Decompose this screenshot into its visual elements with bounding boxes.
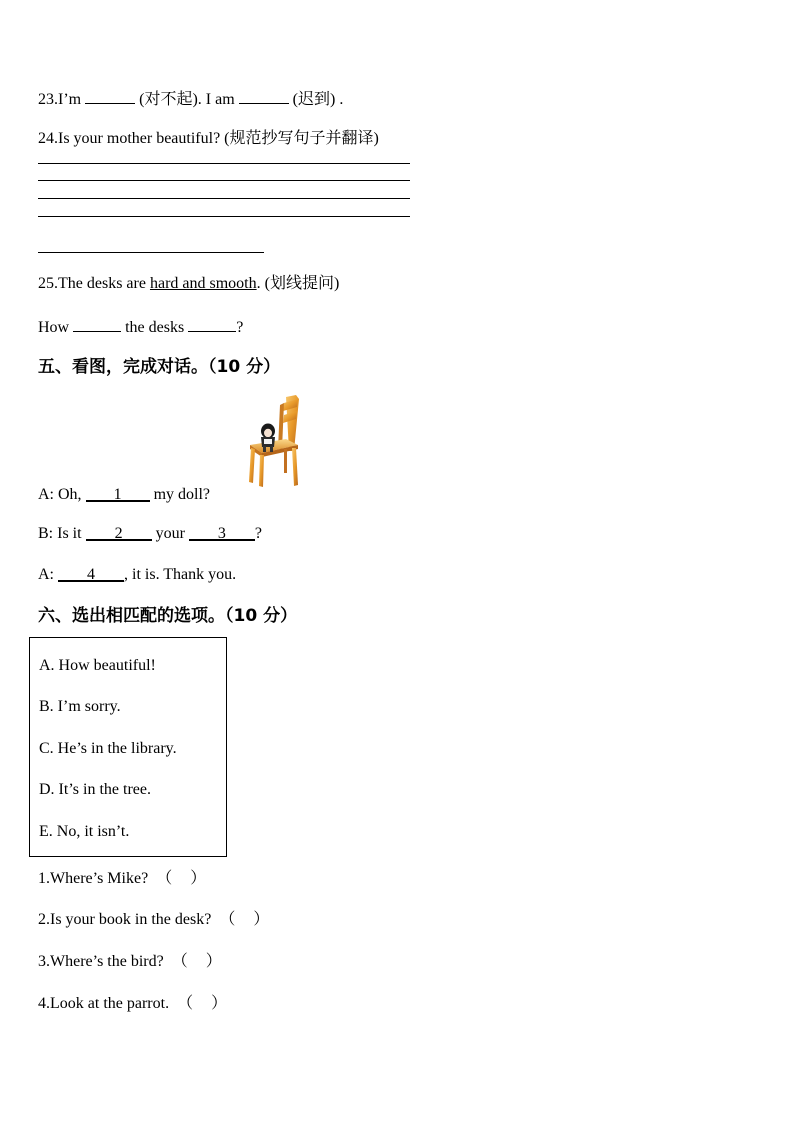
question-23 — [38, 88, 343, 110]
question-24 — [38, 129, 379, 149]
dialogue-text: A: Oh, — [38, 486, 86, 503]
answer-text: the desks — [121, 319, 189, 336]
writing-line-4[interactable] — [38, 216, 410, 217]
answer-parentheses[interactable]: （ ） — [219, 911, 270, 928]
option-e: E. No, it isn’t. — [39, 823, 130, 840]
answer-text: How — [38, 319, 74, 336]
dialogue-line-a2 — [38, 565, 236, 585]
question-25-answer — [38, 316, 243, 338]
writing-line-2[interactable] — [38, 180, 410, 181]
dialogue-text: my doll? — [149, 486, 210, 503]
underlined-phrase: hard and smooth — [149, 275, 257, 292]
writing-line-1[interactable] — [38, 163, 410, 164]
question-text: 2.Is your book in the desk? — [38, 911, 212, 928]
question-text: The desks are — [58, 275, 150, 292]
answer-blank-1[interactable] — [73, 316, 121, 332]
option-c: C. He’s in the library. — [39, 740, 177, 757]
match-question-1 — [38, 869, 212, 889]
answer-blank-2[interactable] — [239, 88, 289, 104]
chair-with-doll-icon — [246, 393, 306, 489]
question-text: 4.Look at the parrot. — [38, 995, 170, 1012]
dialogue-text: ? — [254, 525, 262, 542]
question-25 — [38, 274, 339, 294]
section-5-heading: 五、看图，完成对话。（10 分） — [38, 357, 281, 377]
dialogue-text: your — [151, 525, 189, 542]
translation-line[interactable] — [38, 252, 264, 253]
option-b: B. I’m sorry. — [39, 698, 121, 715]
answer-text: ? — [236, 319, 244, 336]
dialogue-text: A: — [38, 566, 58, 583]
question-hint: (对不起). I am — [135, 91, 239, 108]
dialogue-blank-3[interactable]: 3 — [189, 524, 255, 541]
question-text: Is your mother beautiful? — [58, 130, 225, 147]
question-number: 23. — [38, 91, 58, 108]
writing-line-3[interactable] — [38, 198, 410, 199]
answer-blank-1[interactable] — [85, 88, 135, 104]
question-text: 3.Where’s the bird? — [38, 953, 164, 970]
answer-parentheses[interactable]: （ ） — [177, 995, 228, 1012]
option-a: A. How beautiful! — [39, 657, 156, 674]
question-hint: (迟到) . — [288, 91, 344, 108]
section-6-heading: 六、选出相匹配的选项。（10 分） — [38, 606, 298, 626]
question-number: 25. — [38, 275, 58, 292]
dialogue-text: B: Is it — [38, 525, 86, 542]
answer-blank-2[interactable] — [188, 316, 236, 332]
match-question-2 — [38, 910, 275, 930]
dialogue-blank-4[interactable]: 4 — [58, 565, 124, 582]
match-question-4 — [38, 994, 233, 1014]
dialogue-text: , it is. Thank you. — [124, 566, 237, 583]
options-box — [29, 637, 227, 857]
question-text: I’m — [58, 91, 86, 108]
dialogue-blank-2[interactable]: 2 — [86, 524, 152, 541]
answer-parentheses[interactable]: （ ） — [171, 953, 222, 970]
question-text: 1.Where’s Mike? — [38, 870, 149, 887]
question-number: 24. — [38, 130, 58, 147]
dialogue-line-b — [38, 524, 262, 544]
question-instruction: . (划线提问) — [256, 275, 340, 292]
match-question-3 — [38, 952, 228, 972]
option-d: D. It’s in the tree. — [39, 781, 151, 798]
dialogue-line-a1 — [38, 485, 210, 505]
dialogue-blank-1[interactable]: 1 — [86, 485, 150, 502]
answer-parentheses[interactable]: （ ） — [156, 870, 207, 887]
question-instruction: (规范抄写句子并翻译) — [224, 130, 379, 147]
